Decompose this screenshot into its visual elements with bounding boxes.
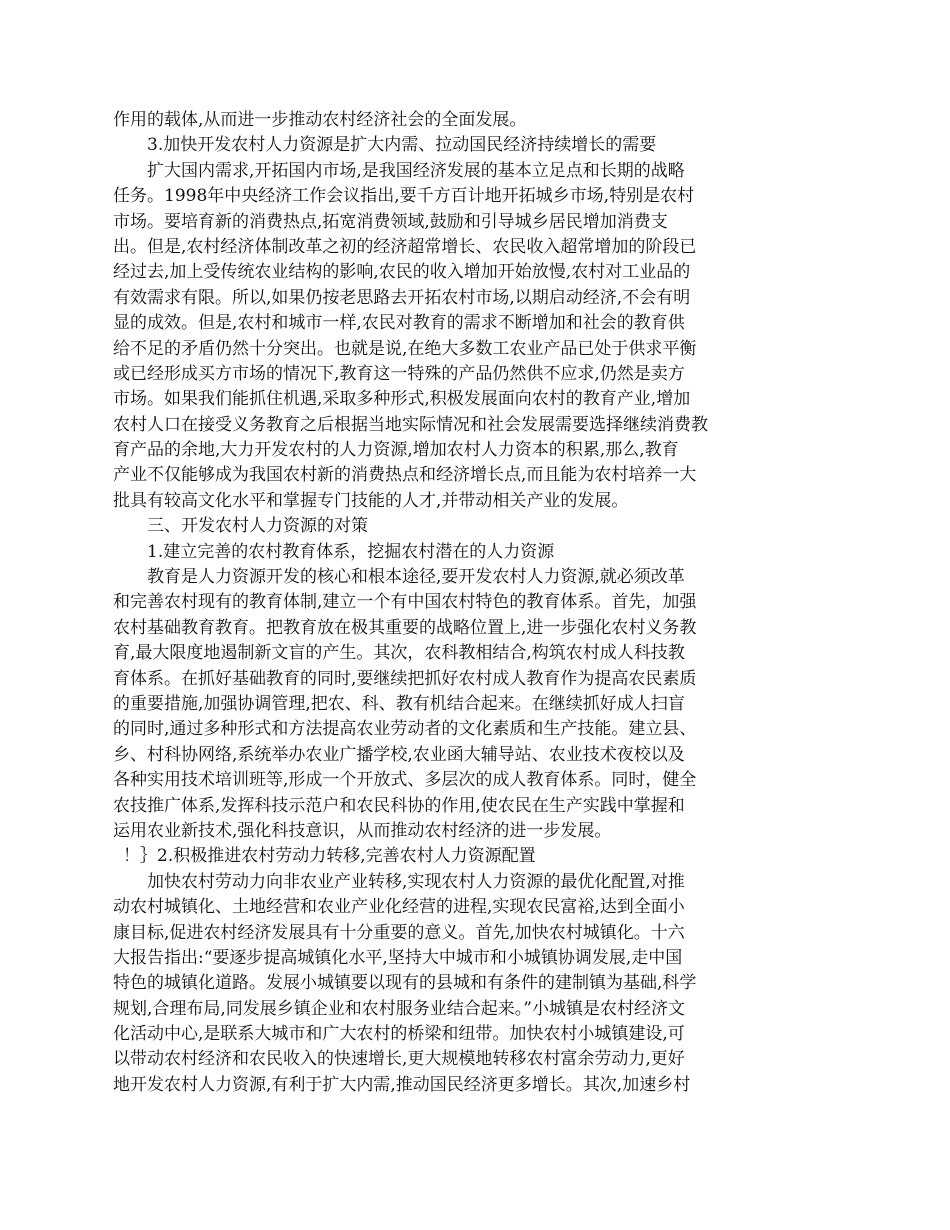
chapter-heading: 三、开发农村人力资源的对策 <box>147 516 368 537</box>
text-line: 农技推广体系,发挥科技示范户和农民科协的作用,使农民在生产实践中掌握和 <box>113 795 685 816</box>
text-line: 批具有较高文化水平和掌握专门技能的人才,并带动相关产业的发展。 <box>113 490 629 511</box>
text-line: 的同时,通过多种形式和方法提高农业劳动者的文化素质和生产技能。建立县、 <box>113 719 697 740</box>
text-line: 出。但是,农村经济体制改革之初的经济超常增长、农民收入超常增加的阶段已 <box>113 236 697 257</box>
document-page <box>113 108 773 1098</box>
text-line: 显的成效。但是,农村和城市一样,农民对教育的需求不断增加和社会的教育供 <box>113 313 685 334</box>
text-line: 规划,合理布局,同发展乡镇企业和农村服务业结合起来。”小城镇是农村经济文 <box>113 998 685 1019</box>
section-heading: ！｝2.积极推进农村劳动力转移,完善农村人力资源配置 <box>123 846 536 867</box>
text-line: 加快农村劳动力向非农业产业转移,实现农村人力资源的最优化配置,对推 <box>147 871 685 892</box>
text-line: 任务。1998年中央经济工作会议指出,要千方百计地开拓城乡市场,特别是农村 <box>113 186 695 207</box>
text-line: 动农村城镇化、土地经营和农业产业化经营的进程,实现农民富裕,达到全面小 <box>113 897 685 918</box>
text-line: 地开发农村人力资源,有利于扩大内需,推动国民经济更多增长。其次,加速乡村 <box>113 1074 691 1095</box>
text-line: 育,最大限度地遏制新文盲的产生。其次，农科教相结合,构筑农村成人科技教 <box>113 643 685 664</box>
text-line: 农村人口在接受义务教育之后根据当地实际情况和社会发展需要选择继续消费教 <box>113 414 708 435</box>
text-line: 市场。要培育新的消费热点,拓宽消费领域,鼓励和引导城乡居民增加消费支 <box>113 211 668 232</box>
text-line: 市场。如果我们能抓住机遇,采取多种形式,积极发展面向农村的教育产业,增加 <box>113 389 691 410</box>
text-line: 特色的城镇化道路。发展小城镇要以现有的县城和有条件的建制镇为基础,科学 <box>113 973 697 994</box>
text-line: 育产品的余地,大力开发农村的人力资源,增加农村人力资本的积累,那么,教育 <box>113 440 679 461</box>
section-heading: 3.加快开发农村人力资源是扩大内需、拉动国民经济持续增长的需要 <box>147 135 657 156</box>
text-line: 作用的载体,从而进一步推动农村经济社会的全面发展。 <box>113 110 527 130</box>
text-line: 的重要措施,加强协调管理,把农、科、教有机结合起来。在继续抓好成人扫盲 <box>113 693 685 714</box>
text-line: 产业不仅能够成为我国农村新的消费热点和经济增长点,而且能为农村培养一大 <box>113 465 697 486</box>
text-line: 化活动中心,是联系大城市和广大农村的桥梁和纽带。加快农村小城镇建设,可 <box>113 1024 685 1045</box>
text-line: 各种实用技术培训班等,形成一个开放式、多层次的成人教育体系。同时，健全 <box>113 770 697 791</box>
text-line: 和完善农村现有的教育体制,建立一个有中国农村特色的教育体系。首先，加强 <box>113 592 697 613</box>
text-line: 或已经形成买方市场的情况下,教育这一特殊的产品仍然供不应求,仍然是卖方 <box>113 363 685 384</box>
text-line: 教育是人力资源开发的核心和根本途径,要开发农村人力资源,就必须改革 <box>147 567 685 588</box>
section-heading: 1.建立完善的农村教育体系，挖掘农村潜在的人力资源 <box>147 541 555 562</box>
text-line: 康目标,促进农村经济发展具有十分重要的意义。首先,加快农村城镇化。十六 <box>113 922 685 943</box>
text-line: 乡、村科协网络,系统举办农业广播学校,农业函大辅导站、农业技术夜校以及 <box>113 744 685 765</box>
text-line: 育体系。在抓好基础教育的同时,要继续把抓好农村成人教育作为提高农民素质 <box>113 668 697 689</box>
text-line: 以带动农村经济和农民收入的快速增长,更大规模地转移农村富余劳动力,更好 <box>113 1049 685 1070</box>
text-line: 运用农业新技术,强化科技意识，从而推动农村经济的进一步发展。 <box>113 820 612 841</box>
text-line: 扩大国内需求,开拓国内市场,是我国经济发展的基本立足点和长期的战略 <box>147 160 685 181</box>
text-line: 大报告指出:“要逐步提高城镇化水平,坚持大中城市和小城镇协调发展,走中国 <box>113 947 683 968</box>
text-line: 农村基础教育教育。把教育放在极其重要的战略位置上,进一步强化农村义务教 <box>113 617 697 638</box>
text-line: 给不足的矛盾仍然十分突出。也就是说,在绝大多数工农业产品已处于供求平衡 <box>113 338 697 359</box>
text-line: 经过去,加上受传统农业结构的影响,农民的收入增加开始放慢,农村对工业品的 <box>113 262 691 283</box>
text-line: 有效需求有限。所以,如果仍按老思路去开拓农村市场,以期启动经济,不会有明 <box>113 287 691 308</box>
